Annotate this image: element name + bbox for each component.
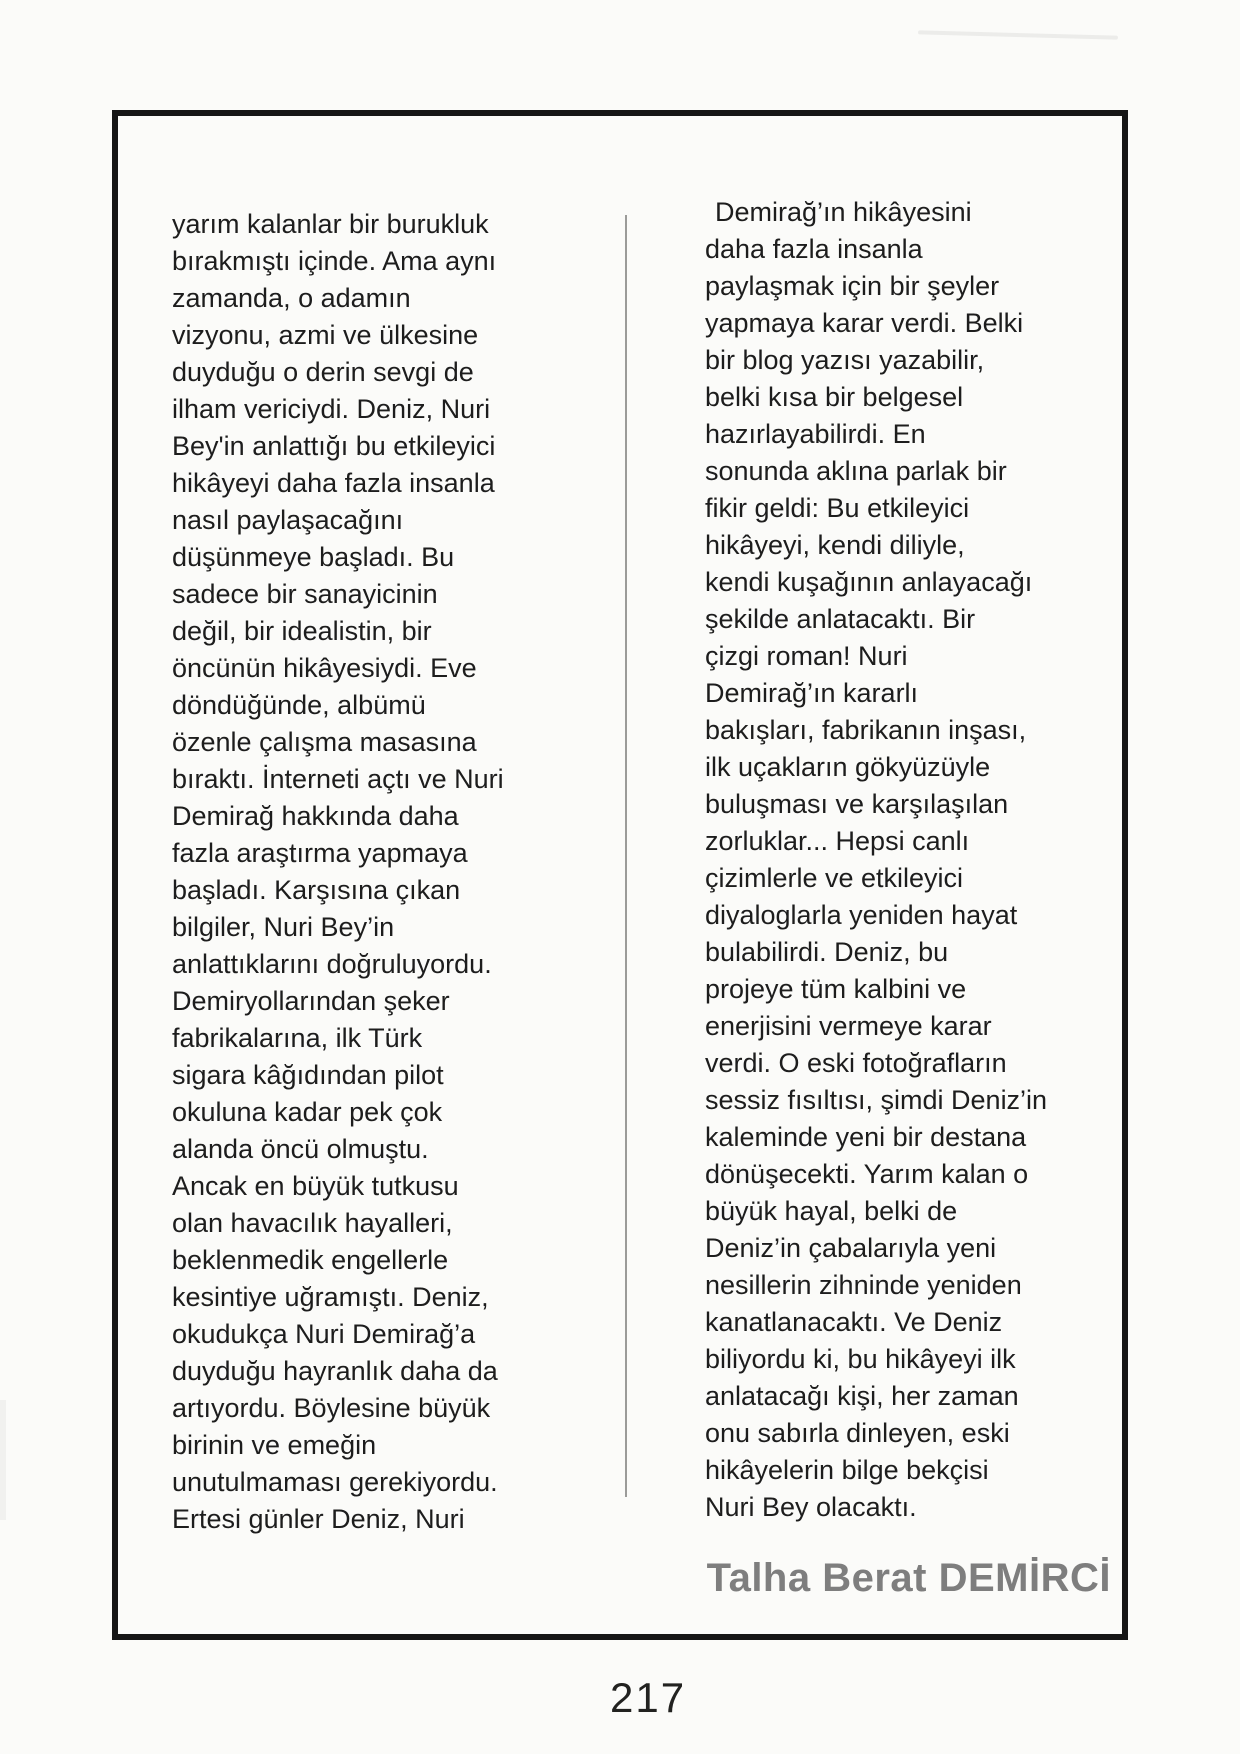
text-line: paylaşmak için bir şeyler: [705, 271, 1000, 301]
text-line: Demirağ hakkında daha: [172, 801, 459, 831]
text-line: ilham vericiydi. Deniz, Nuri: [172, 394, 491, 424]
text-line: bulabilirdi. Deniz, bu: [705, 937, 949, 967]
text-line: zamanda, o adamın: [172, 283, 411, 313]
text-line: değil, bir idealistin, bir: [172, 616, 432, 646]
text-line: anlatacağı kişi, her zaman: [705, 1381, 1019, 1411]
text-line: yarım kalanlar bir burukluk: [172, 209, 489, 239]
text-line: bakışları, fabrikanın inşası,: [705, 715, 1027, 745]
text-line: çizimlerle ve etkileyici: [705, 863, 964, 893]
text-line: kanatlanacaktı. Ve Deniz: [705, 1307, 1003, 1337]
text-line: kaleminde yeni bir destana: [705, 1122, 1027, 1152]
text-line: bir blog yazısı yazabilir,: [705, 345, 985, 375]
text-line: olan havacılık hayalleri,: [172, 1208, 453, 1238]
text-line: kesintiye uğramıştı. Deniz,: [172, 1282, 489, 1312]
text-line: alanda öncü olmuştu.: [172, 1134, 429, 1164]
text-line: çizgi roman! Nuri: [705, 641, 908, 671]
text-line: artıyordu. Böylesine büyük: [172, 1393, 491, 1423]
text-line: biliyordu ki, bu hikâyeyi ilk: [705, 1344, 1016, 1374]
text-line: Nuri Bey olacaktı.: [705, 1492, 917, 1522]
text-line: sigara kâğıdından pilot: [172, 1060, 444, 1090]
text-line: Bey'in anlattığı bu etkileyici: [172, 431, 496, 461]
text-line: Demirağ’ın hikâyesini: [715, 197, 972, 227]
text-line: Demiryollarından şeker: [172, 986, 450, 1016]
text-line: sessiz fısıltısı, şimdi Deniz’in: [705, 1085, 1048, 1115]
text-line: beklenmedik engellerle: [172, 1245, 449, 1275]
column-divider: [625, 215, 627, 1497]
text-line: büyük hayal, belki de: [705, 1196, 958, 1226]
text-line: bilgiler, Nuri Bey’in: [172, 912, 395, 942]
page-number: 217: [610, 1674, 687, 1721]
text-line: hazırlayabilirdi. En: [705, 419, 926, 449]
text-line: kendi kuşağının anlayacağı: [705, 567, 1033, 597]
author-signature: Talha Berat DEMİRCİ: [706, 1556, 1111, 1600]
text-line: nesillerin zihninde yeniden: [705, 1270, 1022, 1300]
text-line: onu sabırla dinleyen, eski: [705, 1418, 1010, 1448]
scan-artifact-smudge: [0, 1400, 6, 1520]
text-line: okuluna kadar pek çok: [172, 1097, 443, 1127]
left-text-column: [172, 206, 504, 1538]
text-line: projeye tüm kalbini ve: [705, 974, 967, 1004]
text-line: duyduğu hayranlık daha da: [172, 1356, 498, 1386]
text-line: daha fazla insanla: [705, 234, 923, 264]
text-line: bırakmıştı içinde. Ama aynı: [172, 246, 497, 276]
text-line: enerjisini vermeye karar: [705, 1011, 992, 1041]
text-line: belki kısa bir belgesel: [705, 382, 964, 412]
text-line: nasıl paylaşacağını: [172, 505, 404, 535]
text-line: duyduğu o derin sevgi de: [172, 357, 474, 387]
text-line: şekilde anlatacaktı. Bir: [705, 604, 976, 634]
text-line: dönüşecekti. Yarım kalan o: [705, 1159, 1029, 1189]
text-line: zorluklar... Hepsi canlı: [705, 826, 970, 856]
text-line: verdi. O eski fotoğrafların: [705, 1048, 1007, 1078]
text-line: döndüğünde, albümü: [172, 690, 426, 720]
text-line: fabrikalarına, ilk Türk: [172, 1023, 423, 1053]
text-line: fazla araştırma yapmaya: [172, 838, 468, 868]
scan-artifact-line: [918, 30, 1118, 39]
text-line: diyaloglarla yeniden hayat: [705, 900, 1018, 930]
text-line: başladı. Karşısına çıkan: [172, 875, 461, 905]
text-line: hikâyelerin bilge bekçisi: [705, 1455, 989, 1485]
right-text-column: [705, 194, 1047, 1526]
text-line: Deniz’in çabalarıyla yeni: [705, 1233, 997, 1263]
text-line: Ertesi günler Deniz, Nuri: [172, 1504, 465, 1534]
text-line: fikir geldi: Bu etkileyici: [705, 493, 970, 523]
text-line: buluşması ve karşılaşılan: [705, 789, 1009, 819]
text-line: vizyonu, azmi ve ülkesine: [172, 320, 479, 350]
text-line: özenle çalışma masasına: [172, 727, 477, 757]
text-line: sonunda aklına parlak bir: [705, 456, 1007, 486]
text-line: Demirağ’ın kararlı: [705, 678, 919, 708]
text-line: hikâyeyi, kendi diliyle,: [705, 530, 965, 560]
text-line: bıraktı. İnterneti açtı ve Nuri: [172, 764, 504, 794]
text-line: okudukça Nuri Demirağ’a: [172, 1319, 476, 1349]
text-line: düşünmeye başladı. Bu: [172, 542, 455, 572]
text-line: ilk uçakların gökyüzüyle: [705, 752, 991, 782]
text-line: sadece bir sanayicinin: [172, 579, 438, 609]
text-line: hikâyeyi daha fazla insanla: [172, 468, 495, 498]
text-line: unutulmaması gerekiyordu.: [172, 1467, 498, 1497]
text-line: yapmaya karar verdi. Belki: [705, 308, 1024, 338]
text-line: anlattıklarını doğruluyordu.: [172, 949, 492, 979]
text-line: Ancak en büyük tutkusu: [172, 1171, 459, 1201]
text-line: birinin ve emeğin: [172, 1430, 377, 1460]
text-line: öncünün hikâyesiydi. Eve: [172, 653, 477, 683]
